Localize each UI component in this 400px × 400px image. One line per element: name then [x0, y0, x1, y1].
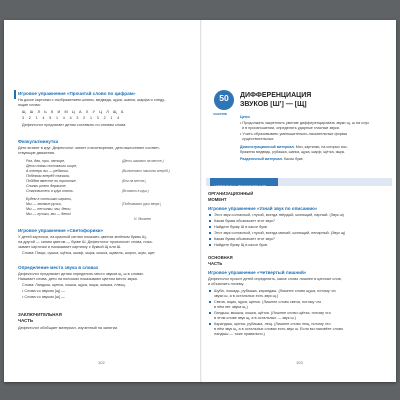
right-game1-bullet: Найдите букву Ш в кассе букв.	[214, 225, 268, 229]
right-game1-bullet: Найдите букву Щ в кассе букв.	[214, 243, 268, 247]
poem-line: Дети ножки поставили шире,	[26, 164, 78, 168]
goal-line: • Учить образовывать уменьшительно-ласкательные формы	[240, 132, 348, 136]
game2-line: Слова: Пищи, сушка, щётка, шкаф, ящик, кошка, щавель, шорох, шум, щит.	[22, 251, 156, 255]
right-game1-bullet: Какая буква обозначает этот звук?	[214, 237, 275, 241]
game2-title: Игровое упражнение «Светофорики»	[18, 228, 104, 233]
poem-line: Пойдем вместе по тропинке,	[26, 179, 77, 183]
sound-place-line: Слова: Ландыш, щенок, кошка, щука, ящик, шишка, плющ.	[22, 283, 126, 287]
physminute-title: Физкультминутка	[18, 139, 59, 144]
sound-place-line: • Слова со звуком [ш] —	[22, 295, 65, 299]
game2-line: зывает карточки и показывает картинку с буквой Щ или Ш.	[18, 245, 122, 249]
game1-line: На доске картинки с изображением шляпы, медведя, щуки, шапки, шарфа и следу-	[18, 98, 166, 102]
numbers-row: 3 2 1 4 5 1 4 4 3 2 1 3 2 1 4	[22, 116, 122, 120]
game2-line: У детей карточки, на красный сигнал показать цветом зелёным буквы Щ,	[18, 235, 147, 239]
physminute-line: ствующие движения.	[18, 151, 56, 155]
poem-line: Становитесь в круг опять.	[26, 189, 74, 193]
demo-label: Демонстрационный материал.	[240, 145, 295, 149]
right-page	[202, 20, 396, 382]
right-game1-bullet: Какая буква обозначает этот звук?	[214, 219, 275, 223]
poem-line: Раз, два, три, четыре,	[26, 159, 66, 163]
game2-line: на другой — синим цветом — букве Ш. Дефектолог произносит слова, пока-	[18, 240, 153, 244]
right-game2-bullet: в этом слове звук щ, а в остальных — звук ш.)	[214, 316, 296, 320]
bullet-icon	[209, 244, 211, 246]
org-title: ОРГАНИЗАЦИОННЫЙ	[208, 191, 254, 196]
page-number-left: 102	[98, 360, 105, 365]
lesson-title-line2: ЗВУКОВ [Ш’] — [Щ]	[240, 101, 307, 108]
demo-text-2: бражены медведь, рубашка, шапка, щука, шарф, щётка, ящик.	[240, 150, 346, 154]
closing-line: Дефектолог обобщает материал, изученный на занятии.	[18, 326, 119, 330]
bullet-icon	[209, 323, 211, 325]
goal-line: • Продолжать закреплять умение дифференцировать звуки щ, ш на слух	[240, 121, 370, 125]
right-game2-bullet: Карандаш, щенок, рубашка, лещ. (Лишнее слово лещ, потому что	[214, 322, 331, 326]
closing-subtitle: ЧАСТЬ	[18, 318, 34, 323]
sound-place-title: Определение места звука в словах	[18, 265, 99, 270]
lesson-number: 50	[219, 93, 229, 103]
right-game2-bullet: Шуба, лошадь, рубашка, карандаш. (Лишнее слово щука, потому что	[214, 289, 337, 293]
poem-line: Мы — песчинки, мы, дети,	[26, 207, 72, 211]
poem-line: Мы — лучики, мы — дети!	[26, 212, 72, 216]
sound-place-line: • Слова со звуком [щ] —	[22, 289, 65, 293]
book-spread	[4, 20, 396, 382]
main-subtitle: ЧАСТЬ	[208, 261, 223, 266]
right-game1-bullet: Этот звук согласный, глухой, всегда твёрдый, шипящий, парный. (Звук ш)	[214, 213, 344, 217]
right-game2-title: Игровое упражнение «Четвертый лишний»	[208, 270, 307, 275]
sound-place-line: Называет слова, дети на полосках показывают цветом место звука.	[18, 277, 138, 281]
right-game2-bullet: Ландыш, мышка, кошка, щётка. (Лишнее слово щётка, потому что	[214, 311, 331, 315]
page-number-right: 103	[296, 360, 303, 365]
physminute-line: Дети встают в круг. Дефектолог читает стихотворение, дети выполняют соответ-	[18, 146, 161, 150]
right-game2-bullet: в нём звук щ, а в остальных словах есть звук ш. Если вы назовёте слово	[214, 327, 343, 331]
game1-title: Игровое упражнение «Прочитай слово по цифрам»	[18, 91, 136, 96]
handout-label: Раздаточный материал.	[240, 157, 283, 161]
poem-note: (Поднимают руки вверх.)	[122, 202, 162, 206]
poem-note: (Бег на месте.)	[122, 179, 147, 183]
game1-line: ющие слова:	[18, 103, 41, 107]
bullet-icon	[209, 214, 211, 216]
org-subtitle: МОМЕНТ	[208, 197, 227, 202]
lesson-title-line1: ДИФФЕРЕНЦИАЦИЯ	[240, 92, 312, 99]
bullet-icon	[209, 290, 211, 292]
bullet-icon	[209, 301, 211, 303]
poem-line: Будем в солнышко играть,	[26, 197, 73, 201]
right-game2-bullet: ландыш — тоже правильно.)	[214, 332, 265, 336]
goals-label: Цели	[240, 115, 250, 119]
right-game2-bullet: в нём нет звука щ.)	[214, 305, 248, 309]
poem-line: Мы — звонкие ручьи,	[26, 202, 62, 206]
bullet-icon	[209, 226, 211, 228]
handout-material	[240, 157, 303, 161]
game1-after: Дефектолог предлагает детям составить по схемам слова.	[22, 123, 127, 127]
section-label: МЕТОДИКА ПРОВЕДЕНИЯ	[214, 183, 266, 189]
right-game2-line: и объяснить почему.	[208, 282, 245, 286]
right-game1-title: Игровое упражнение «Узнай звук по описанию»	[208, 206, 318, 211]
goal-line: и в произношении, определять ударные гласные звуки.	[242, 126, 340, 130]
poem-author: Н. Яковлев	[134, 217, 151, 221]
bullet-icon	[209, 232, 211, 234]
main-title: ОСНОВНАЯ	[208, 255, 233, 260]
lesson-word: ЗАНЯТИЕ	[213, 112, 228, 116]
poem-note: (Выполняют наклоны вперёд.)	[122, 169, 170, 173]
right-game1-bullet: Этот звук согласный, глухой, всегда мягкий, шипящий, непарный. (Звук щ)	[214, 231, 346, 235]
poem-note: (Дети шагают на месте.)	[122, 159, 164, 163]
right-game2-line: Дефектолог просит детей определить, какое слово лишнее в цепочке слов,	[208, 277, 342, 281]
poem-line: Побежим вперёд сначала,	[26, 174, 70, 178]
right-game2-bullet: Свеча, ящик, щука, щенок. (Лишнее слово свеча, потому что	[214, 300, 322, 304]
goal-line: существительных.	[242, 137, 275, 141]
poem-line: А теперь вы — ребятки,	[26, 169, 69, 173]
right-game2-bullet: звуки ш, а в остальных есть звук щ.)	[214, 294, 279, 298]
demo-material	[240, 145, 348, 149]
left-page	[4, 20, 200, 382]
bullet-icon	[209, 238, 211, 240]
poem-line: Спинки ровно держите,	[26, 184, 67, 188]
bullet-icon	[209, 220, 211, 222]
bullet-icon	[209, 312, 211, 314]
heading-bar	[14, 90, 16, 99]
demo-text: Мяч, картинки, на которых изо-	[295, 145, 348, 149]
poem-note: (Встают в круг.)	[122, 189, 149, 193]
sound-place-line: Дефектолог предлагает детям определить место звуков щ, ш в словах.	[18, 272, 145, 276]
handout-text: Кассы букв.	[283, 157, 304, 161]
letters-row: Щ Ш Л Ь К И М Ц А Х У Ц Л Щ А	[22, 110, 125, 114]
closing-title: ЗАКЛЮЧИТЕЛЬНАЯ	[18, 312, 62, 317]
